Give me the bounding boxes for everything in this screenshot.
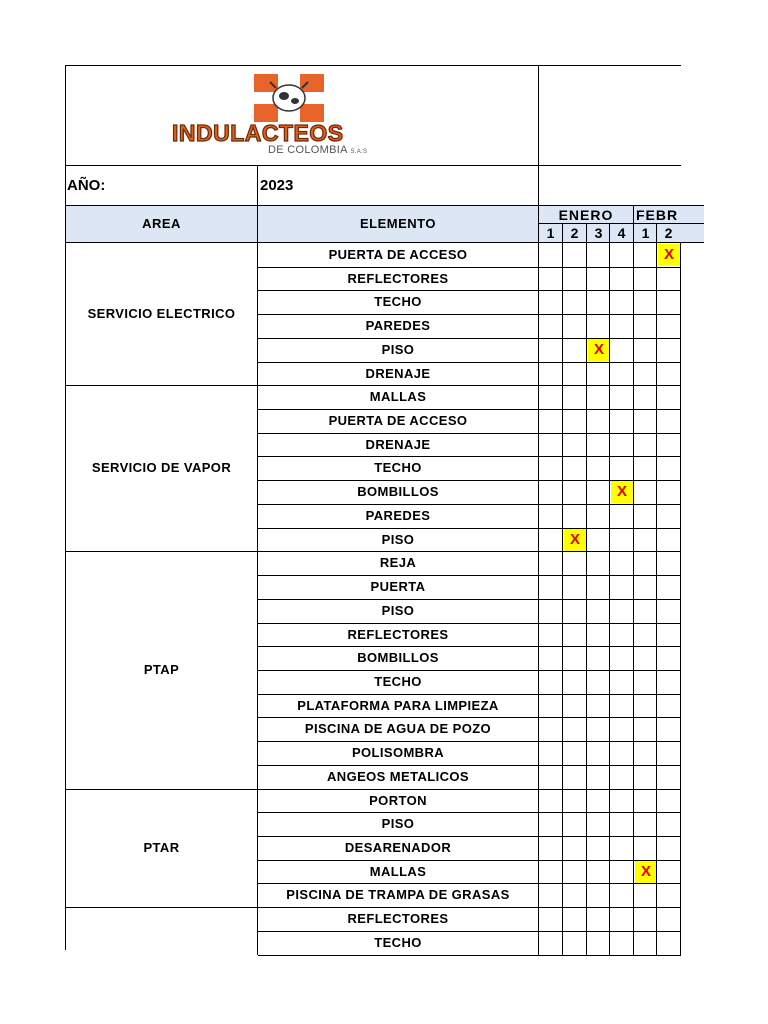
row-line <box>258 741 681 742</box>
area-cell: SERVICIO DE VAPOR <box>91 460 232 476</box>
week-number: 3 <box>594 225 603 241</box>
inspection-mark: X <box>564 529 586 551</box>
row-line <box>258 528 681 529</box>
row-line <box>258 480 681 481</box>
inspection-mark: X <box>588 339 610 361</box>
row-line <box>258 551 681 552</box>
element-cell: BOMBILLOS <box>357 484 439 500</box>
element-cell: POLISOMBRA <box>351 745 445 761</box>
group-line <box>66 907 258 908</box>
row-line <box>258 385 681 386</box>
element-cell: PUERTA <box>370 579 426 595</box>
element-cell: PISO <box>381 816 415 832</box>
element-cell: ANGEOS METALICOS <box>327 768 469 784</box>
row-line <box>258 931 681 932</box>
row-line <box>258 860 681 861</box>
element-cell: REJA <box>379 555 417 571</box>
row-line <box>258 812 681 813</box>
week-divider <box>633 223 634 955</box>
row-line <box>258 409 681 410</box>
logo-row-line <box>65 165 681 166</box>
element-cell: REFLECTORES <box>347 270 449 286</box>
week-number: 4 <box>617 225 626 241</box>
month-divider <box>633 205 634 223</box>
week-divider <box>656 223 657 955</box>
row-line <box>258 955 681 956</box>
row-line <box>258 314 681 315</box>
area-divider <box>257 165 258 955</box>
row-line <box>258 623 681 624</box>
week-divider <box>586 223 587 955</box>
cow-emblem-icon <box>254 74 324 124</box>
element-cell: DRENAJE <box>365 436 431 452</box>
element-cell: MALLAS <box>369 863 427 879</box>
element-cell: DRENAJE <box>365 365 431 381</box>
row-line <box>258 290 681 291</box>
element-cell: PAREDES <box>365 507 431 523</box>
logo-subtitle: DE COLOMBIA S.A.S <box>268 144 368 156</box>
week-number: 1 <box>641 225 650 241</box>
row-line <box>258 575 681 576</box>
element-cell: TECHO <box>374 294 422 310</box>
left-border <box>65 65 66 950</box>
group-line <box>66 551 258 552</box>
row-line <box>258 694 681 695</box>
month-top-line <box>539 205 704 206</box>
week-number: 2 <box>570 225 579 241</box>
week-number: 2 <box>664 225 673 241</box>
group-line <box>66 789 258 790</box>
element-cell: PISO <box>381 531 415 547</box>
row-line <box>258 717 681 718</box>
row-line <box>258 836 681 837</box>
element-cell: REFLECTORES <box>347 911 449 927</box>
element-cell: PISCINA DE AGUA DE POZO <box>304 721 492 737</box>
element-cell: BOMBILLOS <box>357 650 439 666</box>
element-cell: PUERTA DE ACCESO <box>328 247 468 262</box>
row-line <box>258 670 681 671</box>
month-week-divider <box>539 223 704 224</box>
company-logo <box>168 70 418 160</box>
header-area: AREA <box>142 216 181 231</box>
header-month-enero: ENERO <box>558 207 614 223</box>
logo-wordmark: INDULACTEOS <box>172 120 344 146</box>
week-divider <box>562 223 563 955</box>
top-border <box>65 65 681 66</box>
row-line <box>258 765 681 766</box>
year-value: 2023 <box>260 177 294 194</box>
header-bottom-line <box>65 242 538 243</box>
element-cell: DESARENADOR <box>344 840 452 855</box>
week-divider <box>609 223 610 955</box>
inspection-mark: X <box>635 861 657 883</box>
row-line <box>258 646 681 647</box>
element-cell: PORTON <box>369 792 427 808</box>
element-cell: TECHO <box>374 673 422 689</box>
element-divider <box>538 65 539 955</box>
row-line <box>258 456 681 457</box>
row-line <box>258 338 681 339</box>
row-line <box>258 883 681 884</box>
element-cell: TECHO <box>374 460 422 476</box>
year-label: AÑO: <box>67 177 106 194</box>
inspection-mark: X <box>658 244 680 266</box>
header-month-febrero: FEBR <box>636 207 679 223</box>
element-cell: MALLAS <box>369 389 427 405</box>
row-line <box>258 504 681 505</box>
element-cell: REFLECTORES <box>347 626 449 642</box>
element-cell: PAREDES <box>365 318 431 334</box>
element-cell: PISCINA DE TRAMPA DE GRASAS <box>286 887 510 903</box>
row-line <box>258 267 681 268</box>
row-line <box>258 599 681 600</box>
row-line <box>258 433 681 434</box>
week-number: 1 <box>546 225 555 241</box>
area-cell: PTAR <box>143 839 180 855</box>
element-cell: PISO <box>381 341 415 357</box>
row-line <box>258 789 681 790</box>
header-elemento: ELEMENTO <box>360 216 436 231</box>
element-cell: TECHO <box>374 934 422 950</box>
row-line <box>258 907 681 908</box>
right-edge <box>680 243 681 955</box>
inspection-mark: X <box>611 481 633 503</box>
element-cell: PUERTA DE ACCESO <box>328 413 468 429</box>
area-cell: PTAP <box>143 661 180 677</box>
element-cell: PISO <box>381 602 415 618</box>
element-cell: PLATAFORMA PARA LIMPIEZA <box>297 697 499 713</box>
row-line <box>258 362 681 363</box>
area-cell: SERVICIO ELECTRICO <box>87 306 236 322</box>
group-line <box>66 385 258 386</box>
